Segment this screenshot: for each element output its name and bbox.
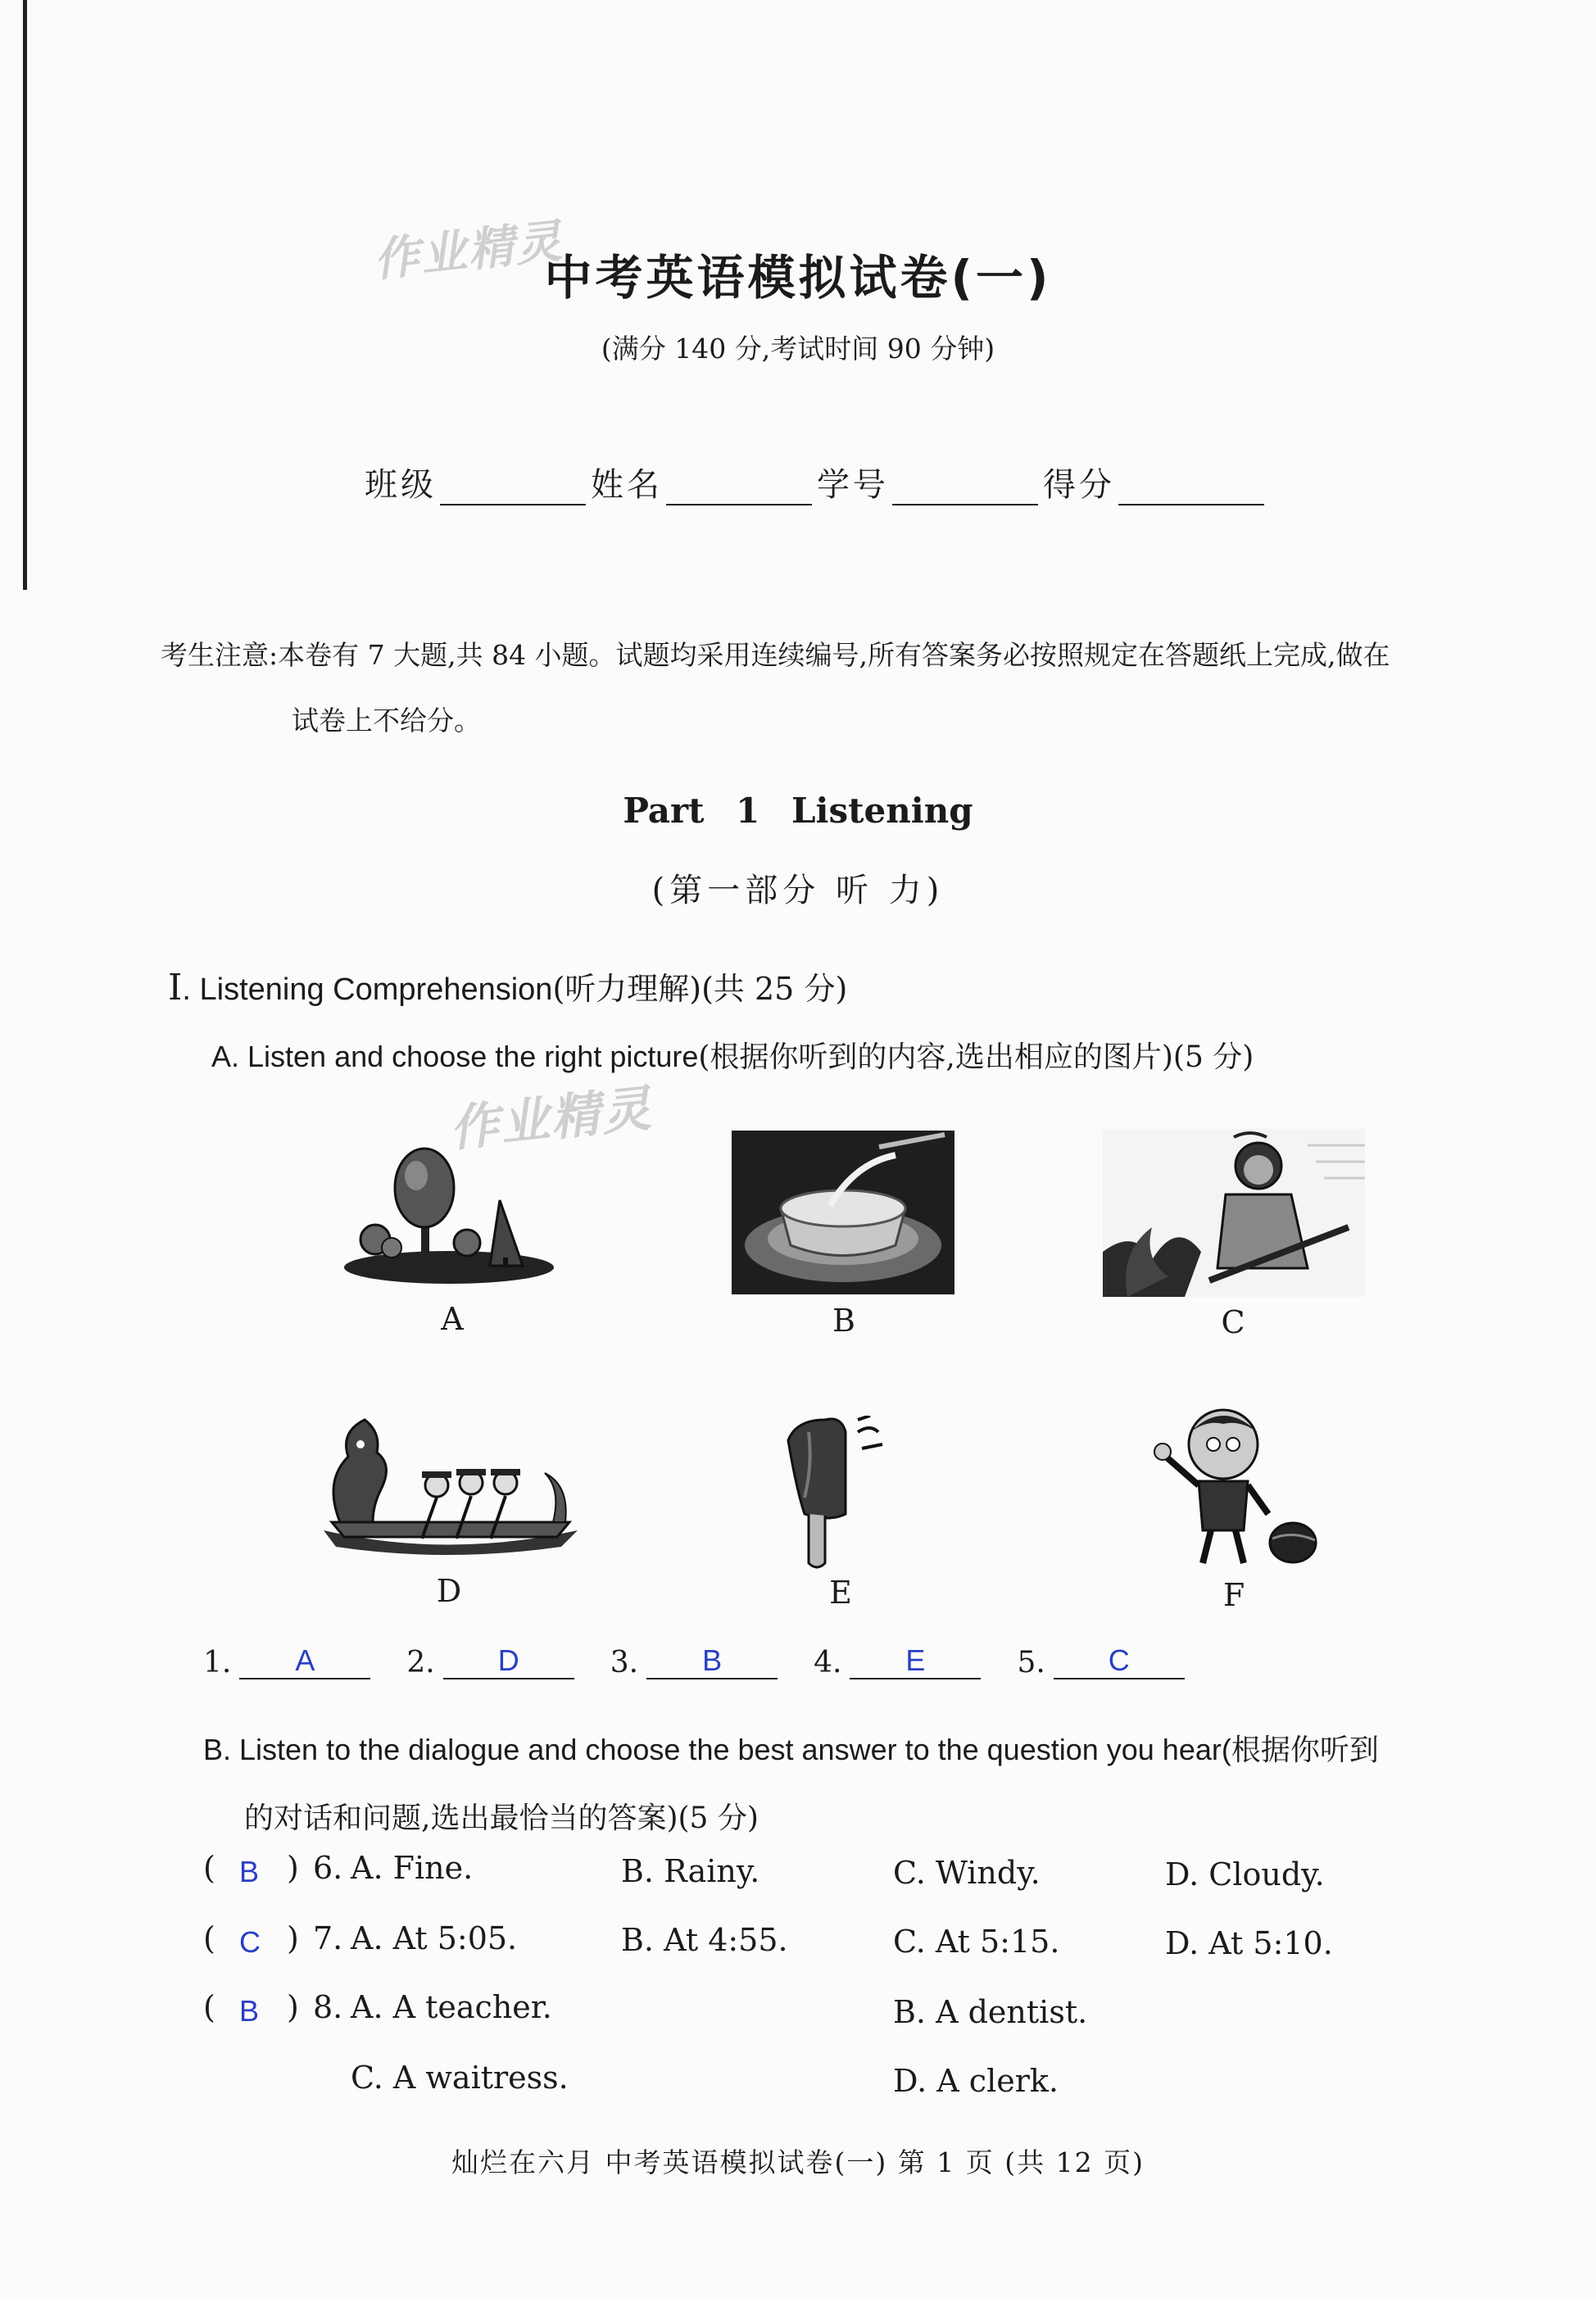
exam-notice: [161, 623, 1488, 754]
ice-cream-icon: [780, 1416, 891, 1571]
page-footer: 灿烂在六月 中考英语模拟试卷(一) 第 1 页 (共 12 页): [451, 2146, 1145, 2178]
student-number-label: 学号: [817, 466, 889, 504]
answer-item: [406, 1643, 574, 1679]
answer-number: 5.: [1017, 1646, 1045, 1679]
answer-blank-5[interactable]: C: [1054, 1643, 1185, 1679]
question-6-answer[interactable]: B: [239, 1855, 260, 1888]
monkey-king-icon: [1103, 1129, 1365, 1297]
question-8-option-d: D. A clerk.: [893, 2063, 1059, 2099]
dragon-boat-icon: [315, 1407, 582, 1555]
student-number-field[interactable]: [892, 476, 1038, 505]
question-8-option-c: C. A waitress.: [351, 2060, 569, 2096]
part-subtitle: (第一部分 听 力): [651, 872, 945, 909]
question-7-number: 7.: [313, 1920, 343, 1956]
section-b-line-1: B. Listen to the dialogue and choose the best answer to the question you hear(根据你听到: [203, 1733, 1379, 1766]
question-7-answer[interactable]: C: [239, 1925, 261, 1959]
section-1-title-en: . Listening Comprehension: [182, 972, 553, 1007]
answer-paren-open: (: [203, 1850, 215, 1886]
question-7-option-b: B. At 4:55.: [621, 1922, 788, 1958]
picture-label-a: A: [441, 1301, 464, 1337]
answer-paren-close: ): [287, 1850, 299, 1886]
answer-blank-4[interactable]: E: [850, 1643, 981, 1679]
answer-item: [814, 1643, 981, 1679]
answer-paren-close: ): [287, 1989, 299, 2025]
question-6-option-c: C. Windy.: [893, 1855, 1041, 1891]
answer-number: 3.: [610, 1646, 639, 1679]
exam-title: 中考英语模拟试卷(一): [544, 250, 1052, 306]
question-8-answer[interactable]: B: [239, 1994, 260, 2028]
section-a-heading: [211, 1034, 1254, 1076]
question-7-option-c: C. At 5:15.: [893, 1924, 1060, 1960]
student-info-row: [365, 459, 1269, 505]
watermark-middle: 作业精灵: [447, 1080, 655, 1158]
part-title: Part 1 Listening: [623, 791, 973, 831]
class-label: 班级: [365, 466, 437, 504]
section-a-answers: [203, 1643, 1221, 1679]
answer-number: 2.: [406, 1646, 435, 1679]
answer-number: 4.: [814, 1646, 842, 1679]
answer-paren-open: (: [203, 1989, 215, 2025]
question-6-option-b: B. Rainy.: [621, 1853, 760, 1889]
trees-icon: [342, 1143, 555, 1286]
watermark-top: 作业精灵: [370, 215, 566, 288]
picture-label-e: E: [829, 1575, 852, 1611]
tea-cup-icon: [732, 1131, 954, 1294]
notice-line-1: 考生注意:本卷有 7 大题,共 84 小题。试题均采用连续编号,所有答案务必按照规定在答题纸上完成,做在: [161, 639, 1390, 671]
answer-item: [1017, 1643, 1184, 1679]
section-numeral: Ⅰ: [168, 967, 183, 1008]
answer-number: 1.: [203, 1646, 232, 1679]
section-b-heading: [203, 1716, 1481, 1853]
section-b-line-2: 的对话和问题,选出最恰当的答案)(5 分): [244, 1802, 759, 1835]
boy-with-ball-icon: [1141, 1399, 1323, 1571]
score-label: 得分: [1043, 466, 1115, 504]
section-a-title-cn: (根据你听到的内容,选出相应的图片)(5 分): [698, 1040, 1254, 1074]
section-1-heading: [168, 963, 847, 1008]
answer-blank-3[interactable]: B: [646, 1643, 778, 1679]
question-6-option-a: A. Fine.: [351, 1850, 474, 1886]
question-6-number: 6.: [313, 1850, 343, 1886]
question-8-number: 8.: [313, 1989, 343, 2025]
picture-label-c: C: [1221, 1304, 1245, 1340]
answer-paren-close: ): [287, 1920, 299, 1956]
name-label: 姓名: [591, 466, 663, 504]
picture-label-b: B: [832, 1303, 855, 1339]
picture-label-d: D: [436, 1573, 462, 1609]
section-a-title-en: A. Listen and choose the right picture: [211, 1040, 699, 1073]
score-field[interactable]: [1118, 476, 1264, 505]
class-field[interactable]: [440, 476, 586, 505]
question-7-option-a: A. At 5:05.: [351, 1920, 518, 1956]
picture-label-f: F: [1222, 1577, 1245, 1613]
question-8-option-b: B. A dentist.: [893, 1994, 1088, 2030]
answer-blank-2[interactable]: D: [443, 1643, 574, 1679]
name-field[interactable]: [666, 476, 812, 505]
question-6-option-d: D. Cloudy.: [1165, 1856, 1325, 1892]
notice-line-2: 试卷上不给分。: [292, 705, 481, 737]
answer-item: [610, 1643, 778, 1679]
section-1-title-cn: (听力理解)(共 25 分): [552, 971, 848, 1007]
answer-paren-open: (: [203, 1920, 215, 1956]
answer-blank-1[interactable]: A: [239, 1643, 370, 1679]
question-7-option-d: D. At 5:10.: [1165, 1925, 1333, 1961]
question-8-option-a: A. A teacher.: [351, 1989, 552, 2025]
exam-subtitle: (满分 140 分,考试时间 90 分钟): [601, 333, 995, 365]
answer-item: [203, 1643, 370, 1679]
